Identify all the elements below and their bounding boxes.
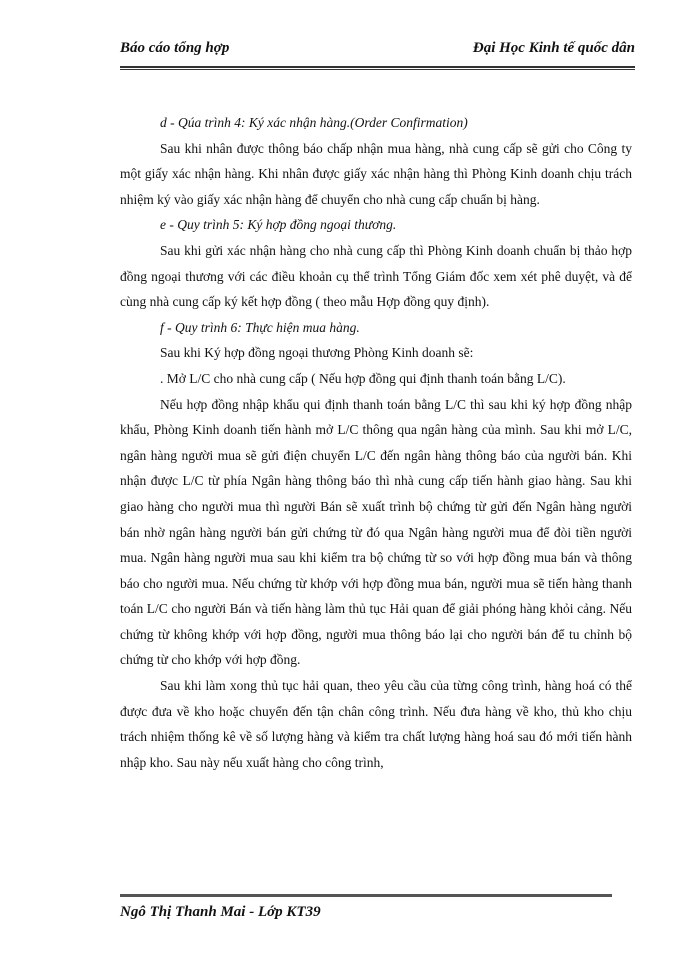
footer-divider <box>120 894 612 897</box>
header-divider <box>120 66 635 68</box>
header-university: Đại Học Kinh tế quốc dân <box>472 40 635 56</box>
paragraph: Sau khi gửi xác nhận hàng cho nhà cung cấp thì Phòng Kinh doanh chuẩn bị thảo hợp đồng ngoại thương với các điều khoản cụ thể trình Tổng Giám đốc xem xét phê duyệt, và để cùng nhà cung cấp ký kết hợp đồng ( theo mẫu Hợp đồng quy định). <box>120 242 632 310</box>
document-body <box>120 110 632 775</box>
header-report-title: Báo cáo tổng hợp <box>120 40 230 56</box>
footer-author: Ngô Thị Thanh Mai - Lớp KT39 <box>120 904 321 920</box>
header-divider-thin <box>120 69 635 70</box>
section-heading-f: f - Quy trình 6: Thực hiện mua hàng. <box>160 319 360 335</box>
section-heading-e: e - Quy trình 5: Ký hợp đồng ngoại thương. <box>160 217 397 233</box>
paragraph: Sau khi Ký hợp đồng ngoại thương Phòng Kinh doanh sẽ: <box>160 345 474 361</box>
paragraph: . Mở L/C cho nhà cung cấp ( Nếu hợp đồng qui định thanh toán bằng L/C). <box>160 370 566 386</box>
paragraph: Sau khi làm xong thủ tục hải quan, theo yêu cầu của từng công trình, hàng hoá có thể được đưa về kho hoặc chuyển đến tận chân công trình. Nếu đưa hàng về kho, thủ kho chịu trách nhiệm thống kê về số lượng hàng và kiểm tra chất lượng hàng hoá sau đó mới tiến hành nhập kho. Sau này nếu xuất hàng cho công trình, <box>120 678 632 770</box>
section-heading-d: d - Qúa trình 4: Ký xác nhận hàng.(Order Confirmation) <box>160 115 468 130</box>
page-header <box>120 40 635 64</box>
paragraph: Sau khi nhân được thông báo chấp nhận mua hàng, nhà cung cấp sẽ gửi cho Công ty một giấy xác nhận hàng. Khi nhân được giấy xác nhận hàng thì Phòng Kinh doanh chịu trách nhiệm ký vào giấy xác nhận hàng để chuyển cho nhà cung cấp chuẩn bị hàng. <box>120 140 632 207</box>
paragraph: Nếu hợp đồng nhập khẩu qui định thanh toán bằng L/C thì sau khi ký hợp đồng nhập khẩu, Phòng Kinh doanh tiến hành mở L/C thông qua ngân hàng của mình. Sau khi mở L/C, ngân hàng người mua sẽ gửi điện chuyển L/C đến ngân hàng thông báo của người bán. Khi nhận được L/C từ phía Ngân hàng thông báo thì nhà cung cấp tiến hành giao hàng. Sau khi giao hàng cho người mua thì người Bán sẽ xuất trình bộ chứng từ gửi đến Ngân hàng người bán nhờ ngân hàng người bán gửi chứng từ đó qua Ngân hàng người mua để đòi tiền người mua. Ngân hàng người mua sau khi kiểm tra bộ chứng từ so với hợp đồng mua bán và thông báo cho người mua. Nếu chứng từ khớp với hợp đồng mua bán, người mua sẽ tiến hàng thanh toán L/C cho người Bán và tiến hàng làm thủ tục Hải quan để giải phóng hàng khỏi cảng. Nếu chứng từ không khớp với hợp đồng, người mua thông báo lại cho người bán để tu chỉnh bộ chứng từ cho khớp với hợp đồng. <box>120 396 632 668</box>
